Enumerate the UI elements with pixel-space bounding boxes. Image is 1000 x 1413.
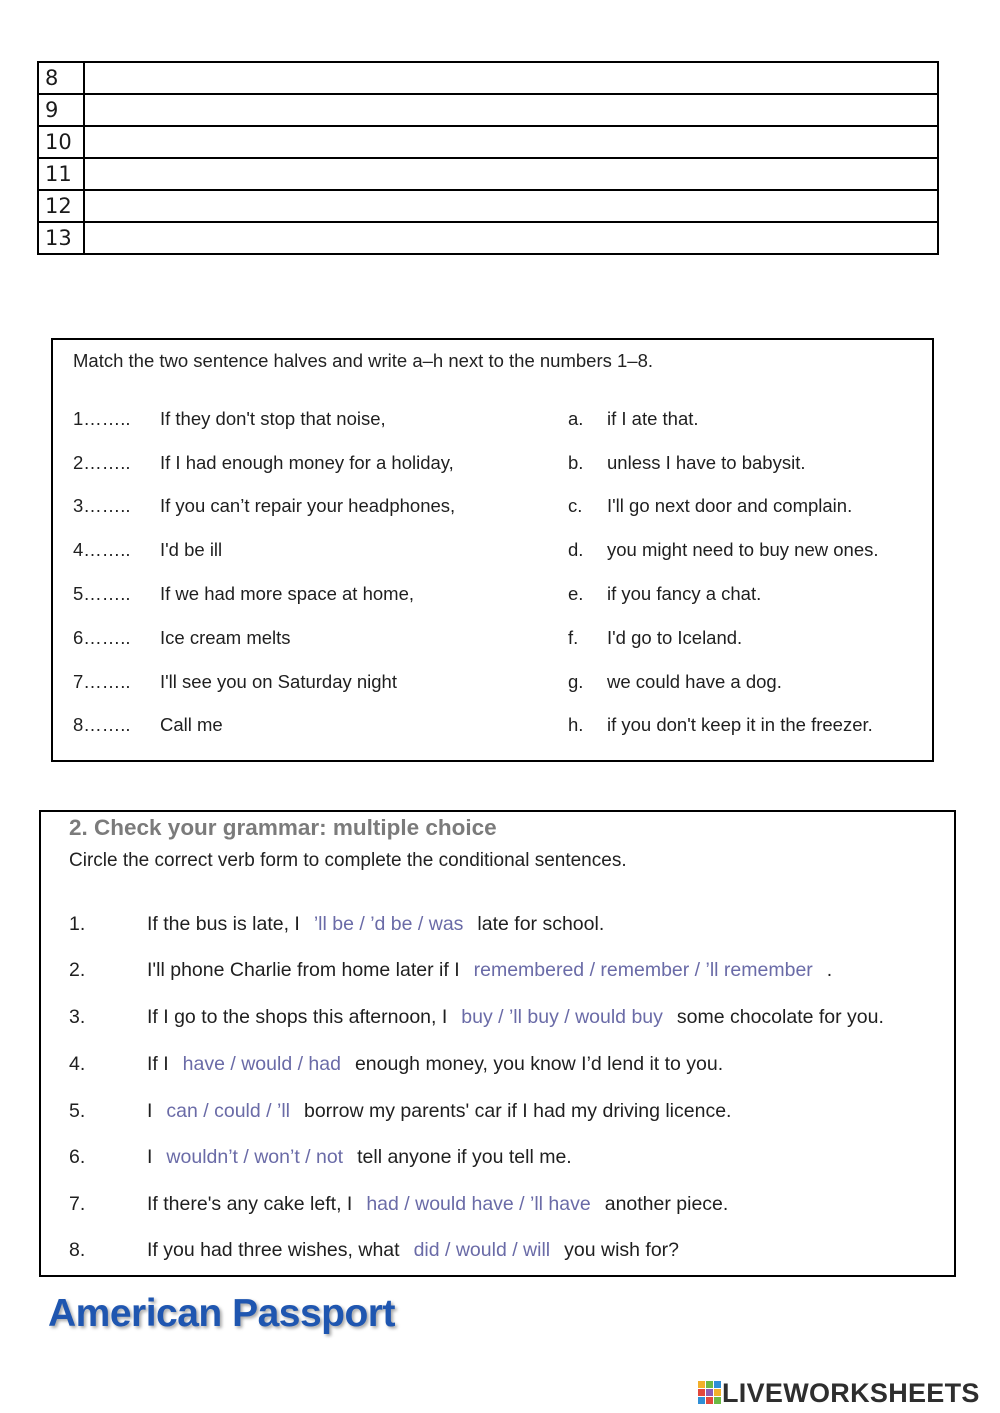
match-answer-slot[interactable]: 6……..: [73, 627, 131, 648]
match-answer-slot[interactable]: 4……..: [73, 539, 131, 560]
row-number: 8: [38, 62, 84, 94]
question-text-before: I: [147, 1146, 153, 1168]
question-text-after: tell anyone if you tell me.: [357, 1146, 572, 1168]
question-number: 1.: [69, 913, 86, 935]
worksheet-title: American Passport: [48, 1292, 395, 1335]
grammar-title: 2. Check your grammar: multiple choice: [69, 815, 497, 840]
match-right-half: unless I have to babysit.: [607, 452, 806, 473]
match-letter: g.: [568, 671, 584, 692]
answer-cell[interactable]: [84, 222, 938, 254]
question-number: 8.: [69, 1239, 86, 1261]
match-left-half: If we had more space at home,: [160, 583, 414, 604]
question-text-before: If I: [147, 1053, 169, 1075]
match-letter: d.: [568, 539, 584, 560]
row-number: 13: [38, 222, 84, 254]
match-right-half: if you fancy a chat.: [607, 583, 762, 604]
match-right-half: if you don't keep it in the freezer.: [607, 714, 873, 735]
question-text-before: I'll phone Charlie from home later if I: [147, 959, 460, 981]
grammar-exercise-box: [39, 810, 956, 1277]
table-row: [38, 222, 938, 254]
question-text-before: If you had three wishes, what: [147, 1239, 400, 1261]
match-exercise-box: [51, 338, 934, 762]
answer-cell[interactable]: [84, 94, 938, 126]
question-text-after: borrow my parents' car if I had my driving licence.: [303, 1100, 732, 1122]
match-letter: b.: [568, 452, 584, 473]
match-left-half: Ice cream melts: [160, 627, 291, 648]
table-row: [38, 126, 938, 158]
table-row: [38, 190, 938, 222]
match-right-half: you might need to buy new ones.: [607, 539, 879, 560]
match-answer-slot[interactable]: 1……..: [73, 408, 131, 429]
question-number: 2.: [69, 959, 86, 981]
match-row: [53, 583, 932, 609]
grammar-question: [41, 913, 954, 941]
match-right-half: if I ate that.: [607, 408, 699, 429]
grammar-question: [41, 959, 954, 987]
match-letter: f.: [568, 627, 579, 648]
answer-cell[interactable]: [84, 62, 938, 94]
question-text-before: If the bus is late, I: [147, 913, 300, 935]
question-number: 4.: [69, 1053, 86, 1075]
question-number: 6.: [69, 1146, 86, 1168]
match-answer-slot[interactable]: 2……..: [73, 452, 131, 473]
match-row: [53, 627, 932, 653]
row-number: 11: [38, 158, 84, 190]
table-row: [38, 94, 938, 126]
question-number: 5.: [69, 1100, 86, 1122]
match-row: [53, 495, 932, 521]
verb-options[interactable]: had / would have / ’ll have: [366, 1193, 591, 1215]
grammar-question: [41, 1239, 954, 1267]
match-right-half: I'd go to Iceland.: [607, 627, 743, 648]
match-left-half: I'll see you on Saturday night: [160, 671, 397, 692]
liveworksheets-logo-icon: [698, 1381, 722, 1405]
question-text-after: late for school.: [477, 913, 605, 935]
grammar-question: [41, 1100, 954, 1128]
match-instruction: Match the two sentence halves and write a–h next to the numbers 1–8.: [73, 350, 654, 371]
table-row: [38, 62, 938, 94]
row-number: 12: [38, 190, 84, 222]
question-text-after: .: [826, 959, 833, 981]
answer-cell[interactable]: [84, 190, 938, 222]
liveworksheets-brand-text: LIVEWORKSHEETS: [722, 1378, 980, 1408]
match-letter: a.: [568, 408, 584, 429]
match-left-half: If you can’t repair your headphones,: [160, 495, 456, 516]
match-answer-slot[interactable]: 3……..: [73, 495, 131, 516]
match-row: [53, 539, 932, 565]
grammar-question: [41, 1053, 954, 1081]
question-text-after: you wish for?: [564, 1239, 680, 1261]
match-row: [53, 671, 932, 697]
match-left-half: I'd be ill: [160, 539, 223, 560]
table-row: [38, 158, 938, 190]
match-left-half: If I had enough money for a holiday,: [160, 452, 454, 473]
question-text-after: some chocolate for you.: [676, 1006, 884, 1028]
match-left-half: If they don't stop that noise,: [160, 408, 386, 429]
match-letter: e.: [568, 583, 584, 604]
match-answer-slot[interactable]: 7……..: [73, 671, 131, 692]
answer-table: [37, 61, 939, 255]
match-answer-slot[interactable]: 8……..: [73, 714, 131, 735]
match-left-half: Call me: [160, 714, 223, 735]
grammar-instruction: Circle the correct verb form to complete the conditional sentences.: [69, 850, 627, 871]
match-answer-slot[interactable]: 5……..: [73, 583, 131, 604]
question-text-before: If I go to the shops this afternoon, I: [147, 1006, 448, 1028]
answer-cell[interactable]: [84, 158, 938, 190]
verb-options[interactable]: did / would / will: [413, 1239, 551, 1261]
row-number: 9: [38, 94, 84, 126]
question-number: 3.: [69, 1006, 86, 1028]
grammar-question: [41, 1006, 954, 1034]
row-number: 10: [38, 126, 84, 158]
grammar-question: [41, 1146, 954, 1174]
question-text-after: another piece.: [604, 1193, 729, 1215]
question-text-after: enough money, you know I’d lend it to you.: [354, 1053, 724, 1075]
verb-options[interactable]: remembered / remember / ’ll remember: [473, 959, 813, 981]
verb-options[interactable]: have / would / had: [182, 1053, 341, 1075]
question-text-before: If there's any cake left, I: [147, 1193, 353, 1215]
verb-options[interactable]: buy / ’ll buy / would buy: [461, 1006, 663, 1028]
match-row: [53, 714, 932, 740]
verb-options[interactable]: can / could / ’ll: [166, 1100, 290, 1122]
match-letter: h.: [568, 714, 584, 735]
answer-cell[interactable]: [84, 126, 938, 158]
question-number: 7.: [69, 1193, 86, 1215]
grammar-question: [41, 1193, 954, 1221]
match-row: [53, 452, 932, 478]
question-text-before: I: [147, 1100, 153, 1122]
match-right-half: we could have a dog.: [607, 671, 782, 692]
verb-options[interactable]: ’ll be / ’d be / was: [313, 913, 464, 935]
match-letter: c.: [568, 495, 583, 516]
match-row: [53, 408, 932, 434]
verb-options[interactable]: wouldn’t / won’t / not: [166, 1146, 344, 1168]
match-right-half: I'll go next door and complain.: [607, 495, 853, 516]
